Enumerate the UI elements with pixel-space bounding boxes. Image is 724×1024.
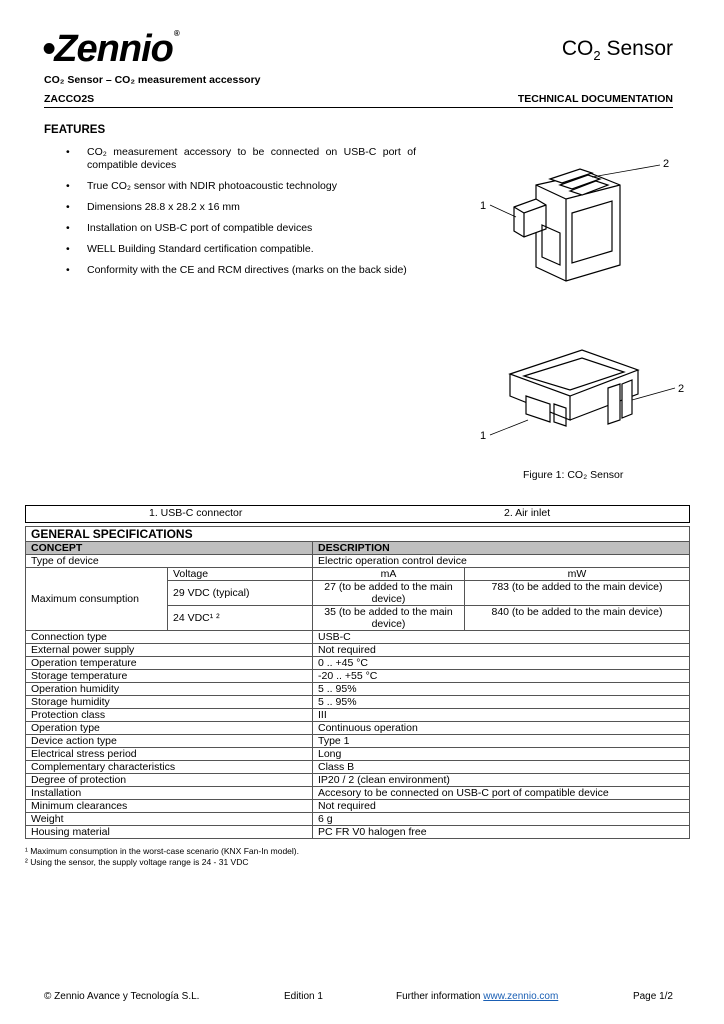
features-list — [66, 146, 416, 285]
spec-value: -20 .. +55 °C — [313, 670, 690, 683]
table-row — [26, 826, 690, 839]
callout-2-label: 2 — [678, 383, 685, 395]
document-subtitle: CO₂ Sensor – CO₂ measurement accessory — [44, 74, 261, 86]
spec-value: Not required — [313, 644, 690, 657]
column-header-concept: CONCEPT — [26, 542, 313, 555]
consumption-mw: 783 (to be added to the main device) — [465, 581, 690, 606]
voltage-header: Voltage — [168, 568, 313, 581]
spec-label: Electrical stress period — [26, 748, 313, 761]
spec-value: Class B — [313, 761, 690, 774]
table-row — [26, 555, 690, 568]
callout-2-label: 2 — [663, 158, 670, 170]
doc-type-label: TECHNICAL DOCUMENTATION — [517, 93, 673, 105]
feature-item: • True CO₂ sensor with NDIR photoacoustic technology — [66, 180, 416, 193]
table-row — [26, 644, 690, 657]
unit-mw-header: mW — [465, 568, 690, 581]
consumption-ma: 35 (to be added to the main device) — [313, 606, 465, 631]
feature-item: • Conformity with the CE and RCM directives (marks on the back side) — [66, 264, 416, 277]
table-row — [26, 787, 690, 800]
zennio-website-link[interactable]: www.zennio.com — [483, 991, 559, 1002]
callout-1-label: 1 — [480, 200, 487, 212]
consumption-mw: 840 (to be added to the main device) — [465, 606, 690, 631]
spec-label: External power supply — [26, 644, 313, 657]
column-header-description: DESCRIPTION — [313, 542, 690, 555]
spec-value: Long — [313, 748, 690, 761]
spec-value: Type 1 — [313, 735, 690, 748]
product-title: $CO_2$ Sensor — [561, 37, 673, 64]
spec-label: Weight — [26, 813, 313, 826]
spec-value: USB-C — [313, 631, 690, 644]
voltage-value: 29 VDC (typical) — [168, 581, 313, 606]
spec-label: Connection type — [26, 631, 313, 644]
table-row — [26, 696, 690, 709]
spec-label: Degree of protection — [26, 774, 313, 787]
table-row — [26, 735, 690, 748]
spec-value: IP20 / 2 (clean environment) — [313, 774, 690, 787]
table-row — [26, 774, 690, 787]
spec-value: PC FR V0 halogen free — [313, 826, 690, 839]
spec-label: Storage temperature — [26, 670, 313, 683]
table-row — [26, 631, 690, 644]
spec-value: 6 g — [313, 813, 690, 826]
zennio-logo: •Zennio® — [42, 28, 179, 70]
spec-value: III — [313, 709, 690, 722]
table-row — [26, 568, 690, 581]
footer-page-number: Page 1/2 — [632, 991, 673, 1002]
spec-value: Continuous operation — [313, 722, 690, 735]
spec-label: Operation temperature — [26, 657, 313, 670]
product-reference: ZACCO2S — [44, 93, 95, 105]
legend-item-usb-c: 1. USB-C connector — [149, 507, 243, 519]
unit-ma-header: mA — [313, 568, 465, 581]
legend-item-air-inlet: 2. Air inlet — [504, 507, 551, 519]
spec-label: Operation humidity — [26, 683, 313, 696]
spec-value: Not required — [313, 800, 690, 813]
spec-value: 5 .. 95% — [313, 683, 690, 696]
spec-label: Installation — [26, 787, 313, 800]
spec-value: 5 .. 95% — [313, 696, 690, 709]
table-row — [26, 813, 690, 826]
figure-legend — [25, 505, 690, 523]
spec-label: Minimum clearances — [26, 800, 313, 813]
footer-edition: Edition 1 — [284, 991, 323, 1002]
table-row — [26, 657, 690, 670]
footer-further-info: Further information www.zennio.com — [396, 991, 559, 1002]
spec-value: Accesory to be connected on USB-C port of compatible device — [313, 787, 690, 800]
footnotes — [25, 846, 299, 868]
table-row — [26, 683, 690, 696]
spec-label: Complementary characteristics — [26, 761, 313, 774]
spec-value: 0 .. +45 °C — [313, 657, 690, 670]
table-row — [26, 722, 690, 735]
consumption-ma: 27 (to be added to the main device) — [313, 581, 465, 606]
figure-caption: Figure 1: CO₂ Sensor — [523, 469, 624, 481]
features-heading: FEATURES — [44, 124, 106, 136]
footer-copyright: © Zennio Avance y Tecnología S.L. — [44, 991, 200, 1002]
spec-label: Housing material — [26, 826, 313, 839]
table-row — [26, 709, 690, 722]
table-row — [26, 800, 690, 813]
general-specifications-table — [25, 526, 690, 839]
footnote-1: ¹ Maximum consumption in the worst-case scenario (KNX Fan-In model). — [25, 846, 299, 856]
feature-item: • WELL Building Standard certification compatible. — [66, 243, 416, 256]
spec-label: Operation type — [26, 722, 313, 735]
feature-item: • Dimensions 28.8 x 28.2 x 16 mm — [66, 201, 416, 214]
specs-title: GENERAL SPECIFICATIONS — [26, 527, 690, 542]
spec-value: Electric operation control device — [313, 555, 690, 568]
spec-label: Type of device — [26, 555, 313, 568]
footnote-2: ² Using the sensor, the supply voltage range is 24 - 31 VDC — [25, 857, 249, 867]
header-divider — [44, 107, 673, 108]
sensor-front-view-figure — [470, 155, 690, 290]
feature-item: • CO₂ measurement accessory to be connected on USB-C port of compatible devices — [66, 146, 416, 172]
spec-label: Maximum consumption — [26, 568, 168, 631]
callout-1-label: 1 — [480, 430, 487, 442]
spec-label: Device action type — [26, 735, 313, 748]
feature-item: • Installation on USB-C port of compatible devices — [66, 222, 416, 235]
spec-label: Protection class — [26, 709, 313, 722]
table-row — [26, 670, 690, 683]
spec-label: Storage humidity — [26, 696, 313, 709]
table-row — [26, 761, 690, 774]
sensor-rear-view-figure — [470, 340, 690, 450]
table-row — [26, 748, 690, 761]
voltage-value: 24 VDC¹ ² — [168, 606, 313, 631]
